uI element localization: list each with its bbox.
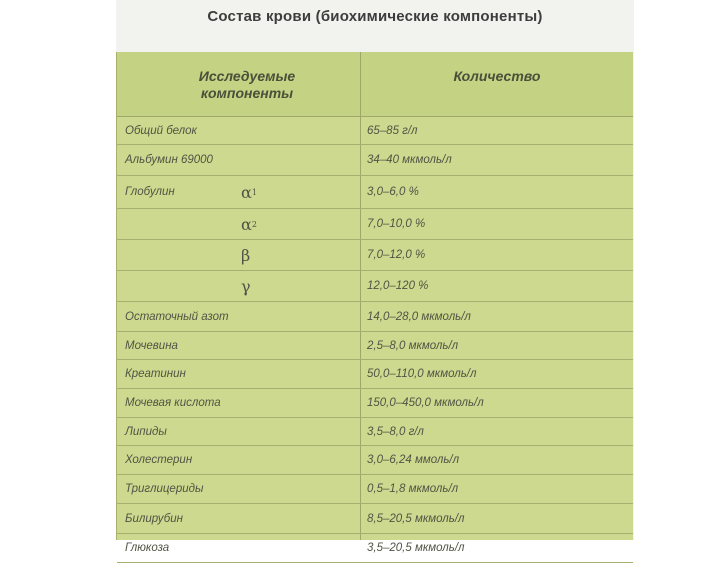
- component-name: Триглицериды: [125, 483, 204, 495]
- table-row: [117, 534, 633, 563]
- component-name: [125, 209, 237, 239]
- table-row: [117, 475, 633, 504]
- component-amount: 3,5–20,5 мкмоль/л: [367, 542, 465, 554]
- component-name: Мочевина: [125, 339, 178, 352]
- table-row: [117, 145, 633, 176]
- component-amount: 3,0–6,24 ммоль/л: [367, 454, 460, 466]
- blood-composition-table: [116, 52, 633, 554]
- fraction-letter: γ: [241, 276, 251, 296]
- fraction-symbol: [241, 332, 271, 359]
- page-title: Состав крови (биохимические компоненты): [207, 8, 543, 25]
- component-name: Альбумин 69000: [125, 154, 213, 166]
- fraction-letter: β: [241, 245, 251, 265]
- table-row: [117, 389, 633, 418]
- fraction-symbol: [241, 360, 271, 388]
- fraction-symbol: [241, 475, 271, 503]
- component-amount: 12,0–120 %: [367, 280, 429, 292]
- table-row: [117, 332, 633, 360]
- component-amount: 34–40 мкмоль/л: [367, 154, 452, 166]
- component-amount: 150,0–450,0 мкмоль/л: [367, 397, 484, 409]
- table-row: [117, 418, 633, 446]
- table-row: [117, 117, 633, 145]
- fraction-symbol: [241, 240, 271, 270]
- table-header: [117, 52, 633, 117]
- component-name: [125, 240, 237, 270]
- fraction-symbol: [241, 302, 271, 331]
- fraction-symbol: [241, 534, 271, 562]
- fraction-symbol: [241, 446, 271, 474]
- fraction-symbol: [241, 145, 271, 175]
- fraction-symbol: [241, 389, 271, 417]
- component-name: Глюкоза: [125, 542, 170, 554]
- header-amount: Количество: [453, 68, 541, 84]
- component-name: Остаточный азот: [125, 310, 229, 323]
- table-row: [117, 271, 633, 302]
- component-name: Холестерин: [125, 454, 193, 466]
- fraction-letter: α: [241, 214, 252, 234]
- fraction-symbol: [241, 209, 271, 239]
- component-amount: 3,5–8,0 г/л: [367, 425, 424, 438]
- table-row: [117, 240, 633, 271]
- table-row: [117, 446, 633, 475]
- table-row: [117, 302, 633, 332]
- component-name: Липиды: [125, 425, 167, 438]
- fraction-index: 1: [251, 187, 257, 197]
- component-amount: 0,5–1,8 мкмоль/л: [367, 483, 459, 495]
- table-row: [117, 176, 633, 209]
- component-amount: 3,0–6,0 %: [367, 186, 419, 198]
- component-name: Глобулин: [125, 186, 175, 198]
- component-amount: 7,0–12,0 %: [367, 249, 426, 261]
- component-amount: 65–85 г/л: [367, 124, 418, 137]
- component-amount: 14,0–28,0 мкмоль/л: [367, 310, 471, 323]
- header-components: Исследуемые компоненты: [198, 68, 296, 101]
- component-amount: 7,0–10,0 %: [367, 218, 426, 230]
- fraction-index: 2: [251, 219, 257, 229]
- component-amount: 50,0–110,0 мкмоль/л: [367, 368, 477, 380]
- component-name: Общий белок: [125, 124, 197, 137]
- table-row: [117, 504, 633, 534]
- table-row: [117, 209, 633, 240]
- component-amount: 8,5–20,5 мкмоль/л: [367, 512, 465, 525]
- component-name: Креатинин: [125, 368, 186, 380]
- fraction-symbol: [241, 418, 271, 445]
- fraction-letter: α: [241, 182, 252, 202]
- fraction-symbol: [241, 117, 271, 144]
- fraction-symbol: [241, 504, 271, 533]
- fraction-symbol: [241, 176, 271, 208]
- component-name: [125, 271, 237, 301]
- table-row: [117, 360, 633, 389]
- component-name: Билирубин: [125, 512, 183, 525]
- component-amount: 2,5–8,0 мкмоль/л: [367, 339, 459, 352]
- fraction-symbol: [241, 271, 271, 301]
- component-name: Мочевая кислота: [125, 397, 221, 409]
